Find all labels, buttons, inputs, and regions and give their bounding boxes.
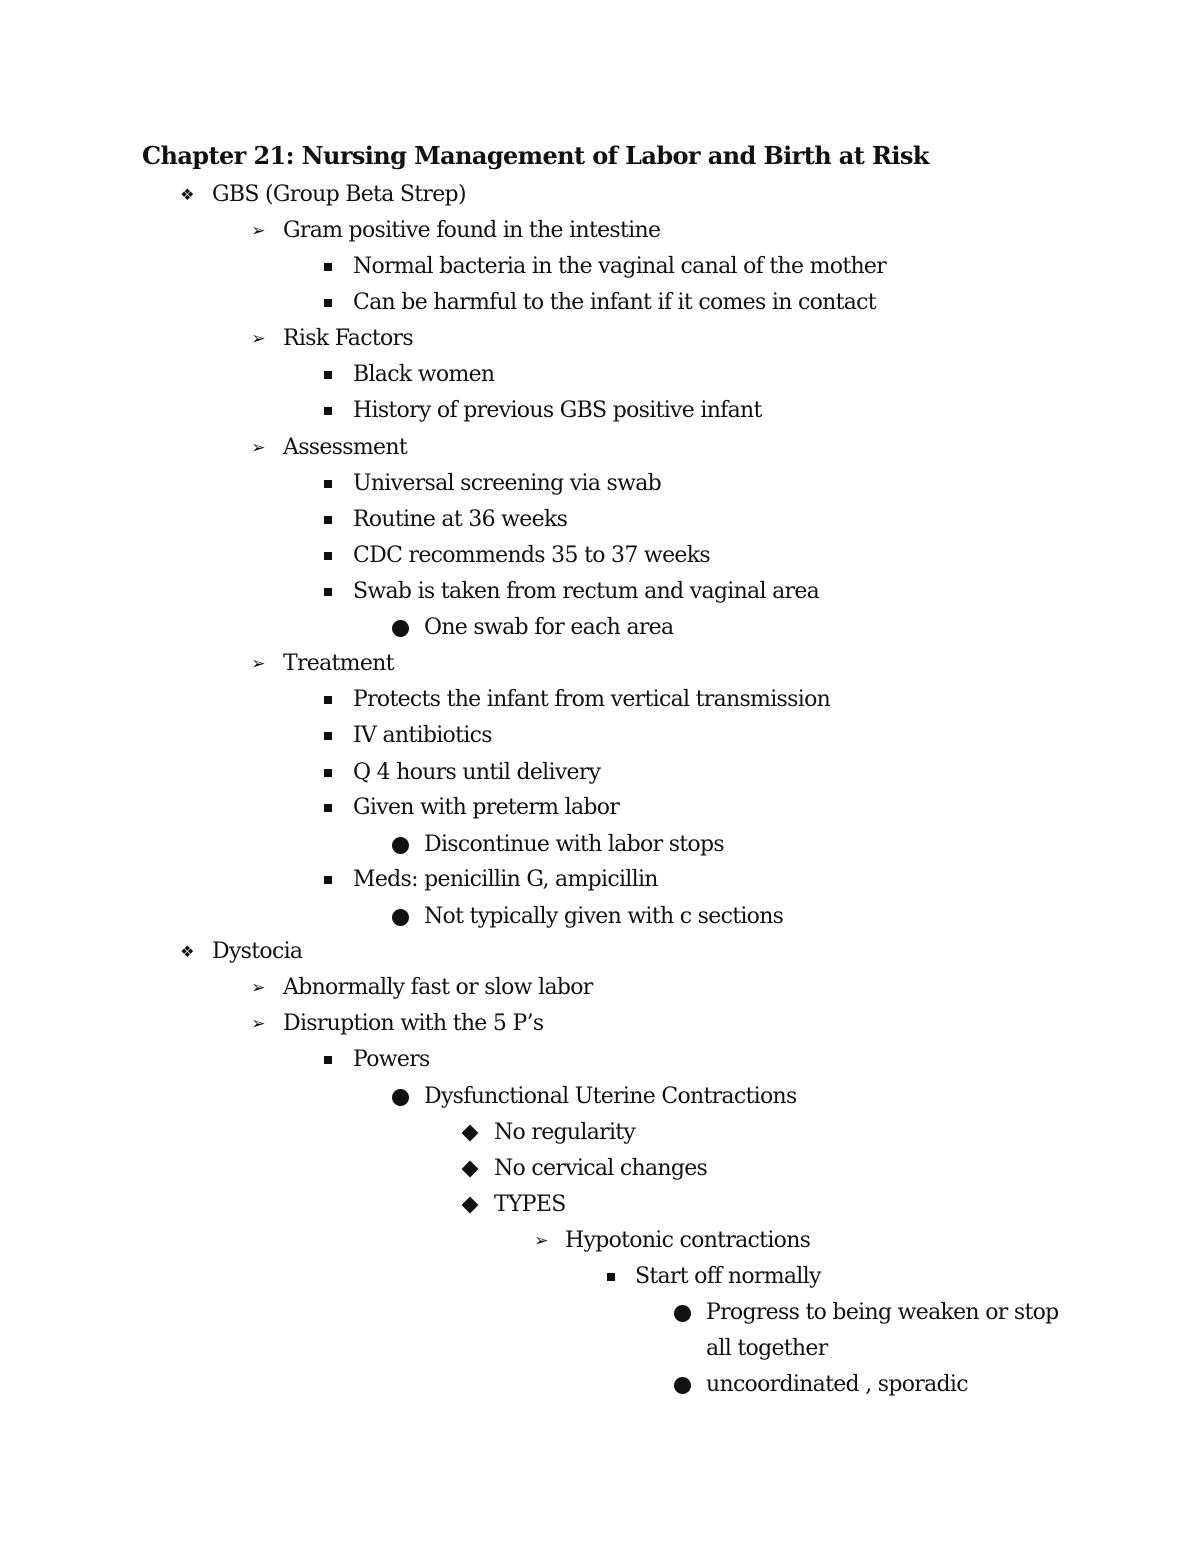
circle-bullet-icon xyxy=(390,899,410,935)
four-diamond-bullet-icon: ❖ xyxy=(180,185,194,204)
circle-bullet-icon xyxy=(672,1295,692,1331)
square-bullet-icon xyxy=(318,502,338,538)
square-bullet-icon xyxy=(318,862,338,898)
square-bullet-icon xyxy=(318,718,338,754)
square-bullet-icon xyxy=(318,285,338,321)
circle-bullet-icon xyxy=(390,827,410,863)
square-bullet-icon xyxy=(318,538,338,574)
diamond-bullet-icon xyxy=(460,1151,480,1187)
square-bullet-icon xyxy=(318,1042,338,1078)
arrowhead-bullet-icon: ➢ xyxy=(251,654,265,674)
square-bullet-icon xyxy=(601,1259,621,1295)
square-bullet-icon xyxy=(318,755,338,791)
diamond-bullet-icon xyxy=(460,1187,480,1223)
square-bullet-icon xyxy=(318,682,338,718)
arrowhead-bullet-icon: ➢ xyxy=(251,1014,265,1034)
square-bullet-icon xyxy=(318,790,338,826)
document-page: Chapter 21: Nursing Management of Labor and Birth at Risk ❖ GBS (Group Beta Strep) ➢ Gram positive found in the intestine Normal bacteria in the vaginal canal of the mother Can be harmful to the infant if it comes in contact ➢ Risk Factors Black women History of previous GBS positive infant ➢ Assessment Universal screening via swab Routine at 36 weeks CDC recommends 35 to 37 weeks Swab is taken from rectum and vaginal area One swab for each area ➢ Treatment Protects the infant from vertical transmission IV antibiotics Q 4 hours until delivery Given with preterm labor Discontinue with labor stops Meds: penicillin G, ampicillin Not typically given with c sections ❖ Dystocia ➢ Abnormally fast or slow labor ➢ Disruption with the 5 P’s Powers Dysfunctional Uterine Contractions No regularity No cervical changes TYPES ➢ Hypotonic contractions Start off normally Progress to being weaken or stop all together uncoordinated , sporadic xyxy=(0,0,1200,1553)
circle-bullet-icon xyxy=(390,610,410,646)
circle-bullet-icon xyxy=(672,1367,692,1403)
square-bullet-icon xyxy=(318,466,338,502)
square-bullet-icon xyxy=(318,393,338,429)
page-title: Chapter 21: Nursing Management of Labor and Birth at Risk xyxy=(142,141,929,170)
arrowhead-bullet-icon: ➢ xyxy=(534,1231,548,1251)
circle-bullet-icon xyxy=(390,1079,410,1115)
square-bullet-icon xyxy=(318,357,338,393)
square-bullet-icon xyxy=(318,249,338,285)
square-bullet-icon xyxy=(318,574,338,610)
diamond-bullet-icon xyxy=(460,1115,480,1151)
arrowhead-bullet-icon: ➢ xyxy=(251,221,265,241)
arrowhead-bullet-icon: ➢ xyxy=(251,438,265,458)
arrowhead-bullet-icon: ➢ xyxy=(251,978,265,998)
four-diamond-bullet-icon: ❖ xyxy=(180,942,194,961)
arrowhead-bullet-icon: ➢ xyxy=(251,329,265,349)
